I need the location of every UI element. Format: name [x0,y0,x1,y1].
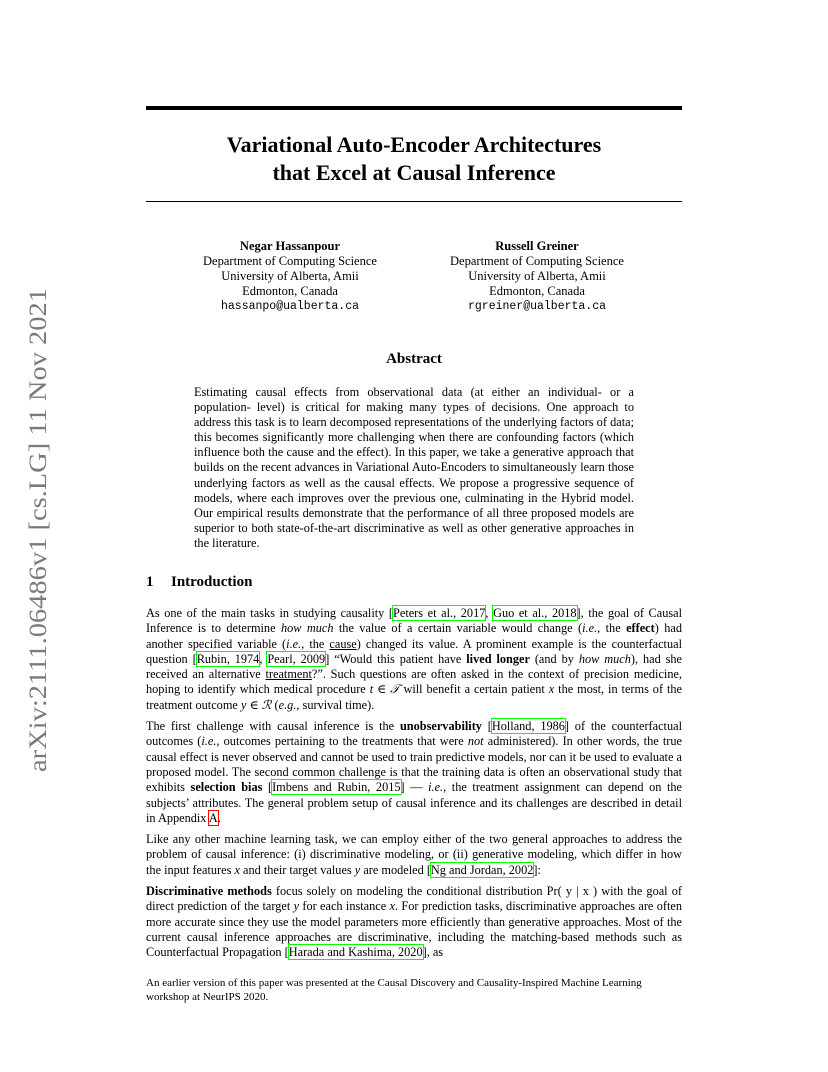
arxiv-watermark [22,280,52,780]
author-name: Negar Hassanpour [239,239,341,253]
paper-title [146,131,682,187]
title-rule-bottom [146,201,682,202]
citation-link[interactable]: Holland, 1986 [491,719,565,734]
author-univ: University of Alberta, Amii [468,269,606,283]
section-title: Introduction [171,574,253,590]
citation-link[interactable]: Harada and Kashima, 2020 [288,945,423,960]
abstract-heading: Abstract [386,351,442,367]
citation-link[interactable]: Rubin, 1974 [196,651,260,666]
author-name: Russell Greiner [495,239,579,253]
author-city: Edmonton, Canada [242,284,338,298]
abstract-text: Estimating causal effects from observational data (at either an individual- or a population- level) is critical for making many types of decisions. One approach to address this task is to learn decomposed representations of the underlying factors of data; this becomes significantly more challenging when there are confounding factors (which influence both the cause and the effect). In this paper, we take a generative approach that builds on the recent advances in Variational Auto-Encoders to simultaneously learn those underlying factors as well as the causal effects. We propose a progressive sequence of models, where each improves over the previous one, culminating in the Hybrid model. Our empirical results demonstrate that the performance of all three proposed models are superior to both state-of-the-art discriminative as well as other generative approaches in the literature. [194,385,634,550]
author-block-1 [160,239,420,314]
citation-link[interactable]: Ng and Jordan, 2002 [430,862,534,877]
author-email[interactable]: hassanpo@ualberta.ca [220,300,360,313]
paragraph: Like any other machine learning task, we can employ either of the two general approaches to address the problem of causal inference: (i) discriminative modeling, or (ii) generative modeling, which differ in how the input features x and their target values y are modeled [Ng and Jordan, 2002]: [146,832,682,877]
title-line-1: Variational Auto-Encoder Architectures [226,132,602,157]
author-city: Edmonton, Canada [489,284,585,298]
appendix-link[interactable]: A [208,810,218,825]
citation-link[interactable]: Guo et al., 2018 [493,606,577,620]
paragraph: As one of the main tasks in studying causality [Peters et al., 2017, Guo et al., 2018], the goal of Causal Inference is to determine how much the value of a certain variable would change (i.e., the effect) had another specified variable (i.e., the cause) changed its value. A prominent example is the counterfactual question [Rubin, 1974, Pearl, 2009] “Would this patient have lived longer (and by how much), had she received an alternative treatment?”. Such questions are often asked in the context of precision medicine, hoping to identify which medical procedure t ∈ 𝒯 will benefit a certain patient x the most, in terms of the treatment outcome y ∈ ℛ (e.g., survival time). [146,606,683,712]
title-rule-top [146,106,682,110]
section-heading [146,574,252,591]
author-email[interactable]: rgreiner@ualberta.ca [467,300,607,313]
author-dept: Department of Computing Science [203,254,377,268]
title-line-2: that Excel at Causal Inference [272,160,556,185]
paragraph: Discriminative methods focus solely on modeling the conditional distribution Pr( y | x ) with the goal of direct prediction of the target y for each instance x. For prediction tasks, discriminative approaches are often more accurate since they use the model parameters more efficiently than generative approaches. Most of the current causal inference approaches are discriminative, including the matching-based methods such as Counterfactual Propagation [Harada and Kashima, 2020], as [146,884,682,960]
paragraph: The first challenge with causal inference is the unobservability [Holland, 1986] of the counterfactual outcomes (i.e., outcomes pertaining to the treatments that were not administered). In other words, the true causal effect is never observed and cannot be used to train predictive models, nor can it be used to evaluate a proposed model. The second common challenge is that the training data is often an observational study that exhibits selection bias [Imbens and Rubin, 2015] — i.e., the treatment assignment can depend on the subjects’ attributes. The general problem setup of causal inference and its challenges are described in detail in Appendix A. [146,719,683,825]
arxiv-watermark-text: arXiv:2111.06486v1 [cs.LG] 11 Nov 2021 [23,338,52,772]
citation-link[interactable]: Peters et al., 2017 [393,606,486,620]
citation-link[interactable]: Imbens and Rubin, 2015 [272,780,401,795]
author-block-2 [407,239,667,314]
footnote: An earlier version of this paper was presented at the Causal Discovery and Causality-Inspired Machine Learning workshop at NeurIPS 2020. [146,977,642,1003]
citation-link[interactable]: Pearl, 2009 [267,651,326,666]
author-univ: University of Alberta, Amii [221,269,359,283]
author-dept: Department of Computing Science [450,254,624,268]
section-number: 1 [146,574,154,590]
intro-body [146,606,682,967]
